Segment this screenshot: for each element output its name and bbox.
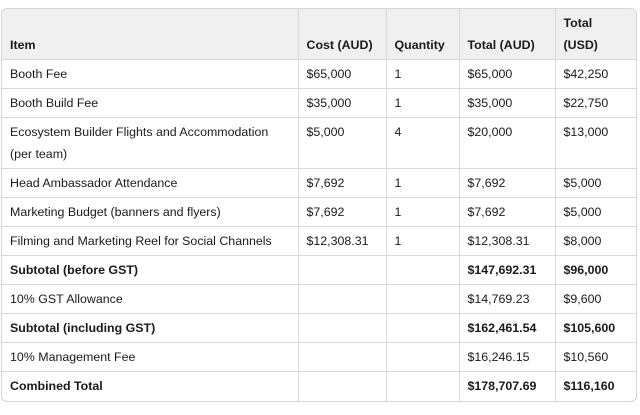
cell-total-usd: $96,000 bbox=[555, 256, 636, 285]
cell-quantity bbox=[386, 314, 459, 343]
cell-total-usd: $13,000 bbox=[555, 118, 636, 169]
cell-quantity bbox=[386, 256, 459, 285]
column-header-total-aud: Total (AUD) bbox=[459, 9, 555, 60]
cell-cost: $12,308.31 bbox=[298, 227, 386, 256]
cell-item: Booth Build Fee bbox=[2, 89, 298, 118]
budget-table bbox=[2, 9, 636, 401]
cell-total-usd: $9,600 bbox=[555, 285, 636, 314]
header-row bbox=[2, 9, 636, 60]
table-row bbox=[2, 118, 636, 169]
cell-total-aud: $16,246.15 bbox=[459, 343, 555, 372]
cell-total-usd: $5,000 bbox=[555, 169, 636, 198]
cell-item: Combined Total bbox=[2, 372, 298, 401]
cell-quantity: 1 bbox=[386, 89, 459, 118]
cell-quantity: 1 bbox=[386, 169, 459, 198]
cell-cost: $35,000 bbox=[298, 89, 386, 118]
column-header-quantity: Quantity bbox=[386, 9, 459, 60]
cell-cost: $7,692 bbox=[298, 169, 386, 198]
cell-cost bbox=[298, 343, 386, 372]
cell-total-aud: $65,000 bbox=[459, 60, 555, 89]
cell-cost bbox=[298, 314, 386, 343]
cell-cost: $5,000 bbox=[298, 118, 386, 169]
cell-total-usd: $105,600 bbox=[555, 314, 636, 343]
cell-quantity bbox=[386, 372, 459, 401]
table-row bbox=[2, 198, 636, 227]
cell-item: Ecosystem Builder Flights and Accommodation (per team) bbox=[2, 118, 298, 169]
table-row bbox=[2, 285, 636, 314]
combined-total-row bbox=[2, 372, 636, 401]
cell-total-aud: $35,000 bbox=[459, 89, 555, 118]
table-row bbox=[2, 227, 636, 256]
cell-quantity: 1 bbox=[386, 227, 459, 256]
cell-item: Subtotal (including GST) bbox=[2, 314, 298, 343]
cell-total-aud: $12,308.31 bbox=[459, 227, 555, 256]
table-row bbox=[2, 60, 636, 89]
cell-total-aud: $147,692.31 bbox=[459, 256, 555, 285]
table-header bbox=[2, 9, 636, 60]
cell-total-usd: $8,000 bbox=[555, 227, 636, 256]
cell-total-usd: $5,000 bbox=[555, 198, 636, 227]
table-row bbox=[2, 89, 636, 118]
cell-item: Marketing Budget (banners and flyers) bbox=[2, 198, 298, 227]
subtotal-row bbox=[2, 256, 636, 285]
cell-total-aud: $162,461.54 bbox=[459, 314, 555, 343]
cell-cost: $7,692 bbox=[298, 198, 386, 227]
table-row bbox=[2, 169, 636, 198]
column-header-total-usd: Total (USD) bbox=[555, 9, 636, 60]
budget-table-container bbox=[1, 8, 637, 402]
cell-item: Head Ambassador Attendance bbox=[2, 169, 298, 198]
cell-total-usd: $42,250 bbox=[555, 60, 636, 89]
cell-total-aud: $7,692 bbox=[459, 169, 555, 198]
cell-quantity: 4 bbox=[386, 118, 459, 169]
table-body bbox=[2, 60, 636, 401]
cell-total-aud: $7,692 bbox=[459, 198, 555, 227]
cell-item: 10% Management Fee bbox=[2, 343, 298, 372]
cell-item: 10% GST Allowance bbox=[2, 285, 298, 314]
column-header-cost-aud: Cost (AUD) bbox=[298, 9, 386, 60]
cell-item: Booth Fee bbox=[2, 60, 298, 89]
column-header-item: Item bbox=[2, 9, 298, 60]
subtotal-row bbox=[2, 314, 636, 343]
cell-item: Filming and Marketing Reel for Social Channels bbox=[2, 227, 298, 256]
table-row bbox=[2, 343, 636, 372]
cell-cost bbox=[298, 285, 386, 314]
cell-total-aud: $178,707.69 bbox=[459, 372, 555, 401]
cell-quantity bbox=[386, 343, 459, 372]
cell-cost bbox=[298, 372, 386, 401]
cell-cost bbox=[298, 256, 386, 285]
cell-total-aud: $20,000 bbox=[459, 118, 555, 169]
cell-cost: $65,000 bbox=[298, 60, 386, 89]
cell-total-usd: $22,750 bbox=[555, 89, 636, 118]
cell-total-usd: $116,160 bbox=[563, 379, 615, 393]
cell-item: Subtotal (before GST) bbox=[2, 256, 298, 285]
cell-total-usd: $10,560 bbox=[555, 343, 636, 372]
cell-quantity: 1 bbox=[386, 198, 459, 227]
cell-total-aud: $14,769.23 bbox=[459, 285, 555, 314]
cell-quantity: 1 bbox=[386, 60, 459, 89]
cell-quantity bbox=[386, 285, 459, 314]
